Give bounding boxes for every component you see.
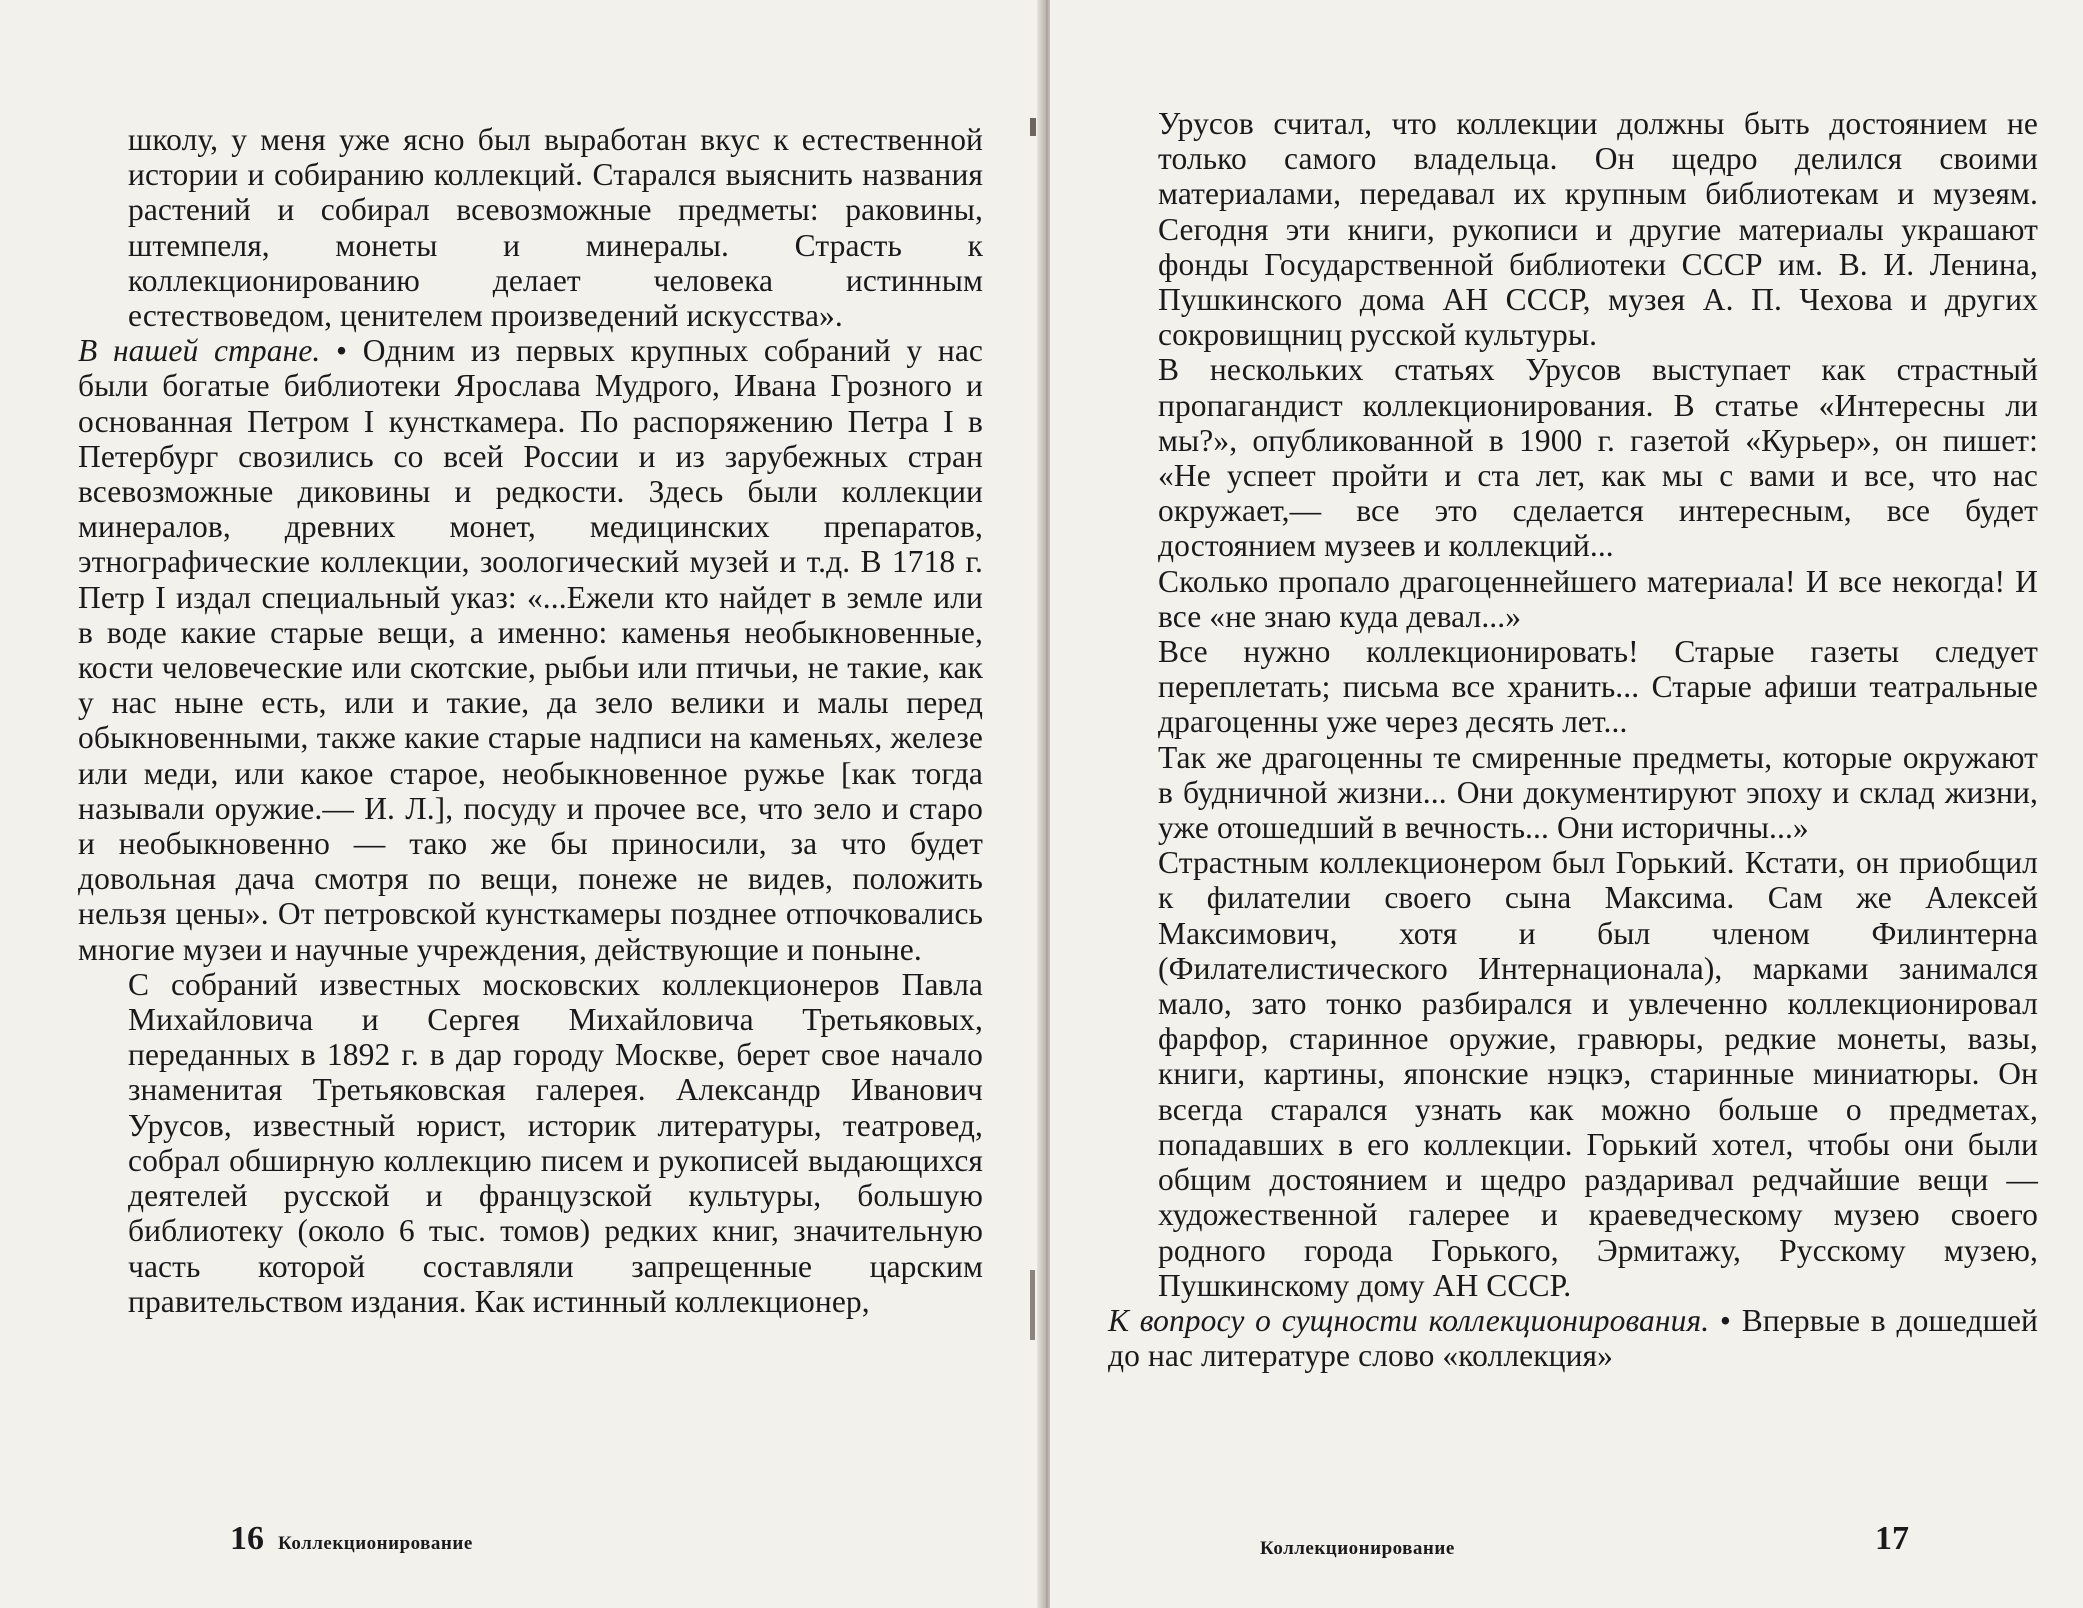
running-title: Коллекционирование [278,1533,473,1554]
paragraph-text: • Одним из первых крупных собраний у нас были богатые библиотеки Ярослава Мудрого, Ивана Грозного и основанная Петром I кунсткамера. По распоряжению Петра I в Петербург свозились со всей России и из зарубежных стран всевозможные диковины и редкости. Здесь были коллекции минералов, древних монет, медицинских препаратов, этнографические коллекции, зоологический музей и т.д. В 1718 г. Петр I издал специальный указ: «...Ежели кто найдет в земле или в воде какие старые вещи, а именно: каменья необыкновенные, кости человеческие или скотские, рыбьи или птичьи, не такие, как у нас ныне есть, или и такие, да зело велики и малы перед обыкновенными, также какие старые надписи на каменьях, железе или меди, или какое старое, необыкновенное ружье [как тогда называли оружие.— И. Л.], посуду и прочее все, что зело и старо и необыкновенно — тако же бы приносили, за что будет довольная дача смотря по вещи, понеже не видев, положить нельзя цены». От петровской кунсткамеры позднее отпочковались многие музеи и научные учреждения, действующие и поныне. [78,333,984,967]
run-in-heading: В нашей стране. [78,333,321,369]
paragraph: школу, у меня уже ясно был выработан вкус к естественной истории и собиранию коллекций. Старался выяснить названия растений и собирал всевозможные предметы: раковины, штемпеля, монеты и минералы. Страсть к коллекционированию делает человека истинным естествоведом, ценителем произведений искусства». [128,122,983,334]
paragraph-text: • Впервые в дошедшей до нас литературе слово «коллекция» [1108,1302,2038,1374]
paragraph: Страстным коллекционером был Горький. Кстати, он приобщил к филателии своего сына Максима. Сам же Алексей Максимович, хотя и был членом Филинтерна (Филателистического Интернационала), марками занимался мало, зато тонко разбирался и увлеченно коллекционировал фарфор, старинное оружие, гравюры, редкие монеты, вазы, книги, картины, японские нэцкэ, старинные миниатюры. Он всегда старался узнать как можно больше о предметах, попадавших в его коллекции. Горький хотел, чтобы они были общим достоянием и щедро раздаривал редчайшие вещи — художественной галерее и краеведческому музею своего родного города Горького, Эрмитажу, Русскому музею, Пушкинскому дому АН СССР. [1158,845,2038,1303]
running-title: Коллекционирование [1260,1538,1455,1559]
paragraph-with-heading [78,333,983,967]
paragraph: Урусов считал, что коллекции должны быть достоянием не только самого владельца. Он щедро делился своими материалами, передавал их крупным библиотекам и музеям. Сегодня эти книги, рукописи и другие материалы украшают фонды Государственной библиотеки СССР им. В. И. Ленина, Пушкинского дома АН СССР, музея А. П. Чехова и других сокровищниц русской культуры. [1158,106,2038,353]
gutter-mark [1030,1270,1035,1340]
paragraph-with-heading [1108,1303,2038,1373]
right-page [1050,0,2083,1608]
page-number: 16 [230,1520,264,1557]
gutter-mark [1030,118,1036,136]
right-text-block [1108,106,2038,1374]
paragraph: В нескольких статьях Урусов выступает как страстный пропагандист коллекционирования. В статье «Интересны ли мы?», опубликованной в 1900 г. газетой «Курьер», он пишет: «Не успеет пройти и ста лет, как мы с вами и все, что нас окружает,— все это сделается интересным, все будет достоянием музеев и коллекций... [1158,352,2038,564]
paragraph: Так же драгоценны те смиренные предметы, которые окружают в будничной жизни... Они документируют эпоху и склад жизни, уже отошедший в вечность... Они историчны...» [1158,739,2038,846]
paragraph: Сколько пропало драгоценнейшего материала! И все некогда! И все «не знаю куда девал...» [1158,563,2038,634]
left-text-block [78,122,984,1319]
run-in-heading: К вопросу о сущности коллекционирования. [1108,1302,1710,1338]
page-number: 17 [1875,1520,1909,1557]
page-footer [230,1520,473,1558]
paragraph: Все нужно коллекционировать! Старые газеты следует переплетать; письма все хранить... Старые афиши театральные драгоценны уже через десять лет... [1158,634,2038,740]
paragraph: С собраний известных московских коллекционеров Павла Михайловича и Сергея Михайловича Третьяковых, переданных в 1892 г. в дар городу Москве, берет свое начало знаменитая Третьяковская галерея. Александр Иванович Урусов, известный юрист, историк литературы, театровед, собрал обширную коллекцию писем и рукописей выдающихся деятелей русской и французской культуры, большую библиотеку (около 6 тыс. томов) редких книг, значительную часть которой составляли запрещенные царским правительством издания. Как истинный коллекционер, [128,966,983,1319]
